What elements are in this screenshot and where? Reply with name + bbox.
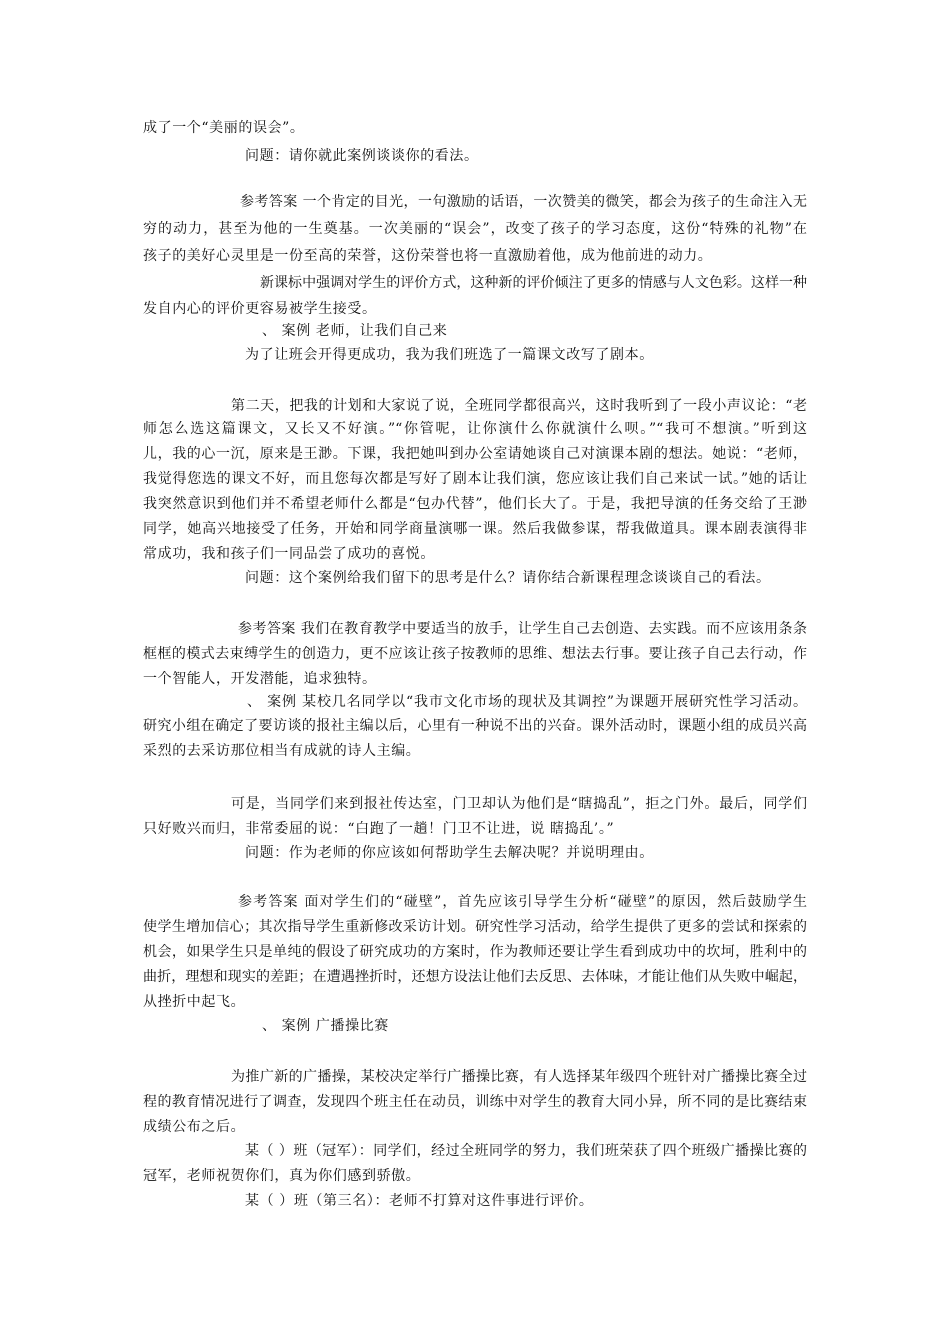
text-line: 师怎么选这篇课文，又长又不好演。”“你管呢，让你演什么你就演什么呗。”“我可不想演。”听到这 [143,421,807,437]
case-heading: 、 案例 老师，让我们自己来 [262,323,448,339]
answer-line: 参考答案 一个肯定的目光，一句激励的话语，一次赞美的微笑，都会为孩子的生命注入无 [240,194,807,210]
text-line: 为了让班会开得更成功，我为我们班选了一篇课文改写了剧本。 [245,347,654,363]
text-line: 儿，我的心一沉，原来是王渺。下课，我把她叫到办公室请她谈自己对演课本剧的想法。她说：“老师， [143,446,807,462]
text-line: 穷的动力，甚至为他的一生奠基。一次美丽的“误会”，改变了孩子的学习态度，这份“特殊的礼物”在 [143,221,807,237]
text-line: 采烈的去采访那位相当有成就的诗人主编。 [143,743,421,759]
text-line: 孩子的美好心灵里是一份至高的荣誉，这份荣誉也将一直激励着他，成为他前进的动力。 [143,248,713,264]
text-line: 某（ ）班（冠军）：同学们，经过全班同学的努力，我们班荣获了四个班级广播操比赛的 [245,1143,807,1159]
text-line: 第二天，把我的计划和大家说了说，全班同学都很高兴，这时我听到了一段小声议论：“老 [231,398,807,414]
text-line: 冠军，老师祝贺你们，真为你们感到骄傲。 [143,1168,421,1184]
case-heading: 、 案例 某校几名同学以“我市文化市场的现状及其调控”为课题开展研究性学习活动。 [247,694,807,710]
text-line: 成绩公布之后。 [143,1119,246,1135]
text-line: 成了一个“美丽的误会”。 [143,120,305,136]
case-heading: 、 案例 广播操比赛 [262,1018,389,1034]
text-line: 常成功，我和孩子们一同品尝了成功的喜悦。 [143,546,435,562]
answer-line: 参考答案 面对学生们的“碰壁”，首先应该引导学生分析“碰壁”的原因，然后鼓励学生 [238,894,807,910]
text-line: 从挫折中起飞。 [143,994,246,1010]
text-line: 同学，她高兴地接受了任务，开始和同学商量演哪一课。然后我做参谋，帮我做道具。课本剧表演得非 [143,521,807,537]
text-line: 使学生增加信心；其次指导学生重新修改采访计划。研究性学习活动，给学生提供了更多的尝试和探索的 [143,919,807,935]
question-line: 问题：这个案例给我们留下的思考是什么？请你结合新课程理念谈谈自己的看法。 [245,570,771,586]
answer-line: 参考答案 我们在教育教学中要适当的放手，让学生自己去创造、去实践。而不应该用条条 [238,621,807,637]
text-line: 可是，当同学们来到报社传达室，门卫却认为他们是“瞎捣乱”，拒之门外。最后，同学们 [231,796,807,812]
text-line: 我觉得您选的课文不好，而且您每次都是写好了剧本让我们演，您应该让我们自己来试一试。”她的话让 [143,471,807,487]
text-line: 一个智能人，开发潜能，追求独特。 [143,671,377,687]
text-line: 我突然意识到他们并不希望老师什么都是“包办代替”，他们长大了。于是，我把导演的任务交给了王渺 [143,496,807,512]
text-line: 新课标中强调对学生的评价方式，这种新的评价倾注了更多的情感与人文色彩。这样一种 [260,275,807,291]
text-line: 某（ ）班（第三名）：老师不打算对这件事进行评价。 [245,1193,594,1209]
question-line: 问题：作为老师的你应该如何帮助学生去解决呢？并说明理由。 [245,845,654,861]
text-line: 为推广新的广播操，某校决定举行广播操比赛，有人选择某年级四个班针对广播操比赛全过 [231,1069,807,1085]
text-line: 只好败兴而归，非常委屈的说：“白跑了一趟！门卫不让进，说 瞎捣乱’。” [143,821,615,837]
text-line: 程的教育情况进行了调查，发现四个班主任在动员，训练中对学生的教育大同小异，所不同的是比赛结束 [143,1094,807,1110]
text-line: 曲折，理想和现实的差距；在遭遇挫折时，还想方设法让他们去反思、去体味，才能让他们从失败中崛起， [143,969,807,985]
text-line: 框框的模式去束缚学生的创造力，更不应该让孩子按教师的思维、想法去行事。要让孩子自己去行动，作 [143,646,807,662]
text-line: 发自内心的评价更容易被学生接受。 [143,301,377,317]
text-line: 机会，如果学生只是单纯的假设了研究成功的方案时，作为教师还要让学生看到成功中的坎坷，胜利中的 [143,944,807,960]
text-line: 研究小组在确定了要访谈的报社主编以后，心里有一种说不出的兴奋。课外活动时，课题小组的成员兴高 [143,718,807,734]
question-line: 问题：请你就此案例谈谈你的看法。 [245,148,479,164]
